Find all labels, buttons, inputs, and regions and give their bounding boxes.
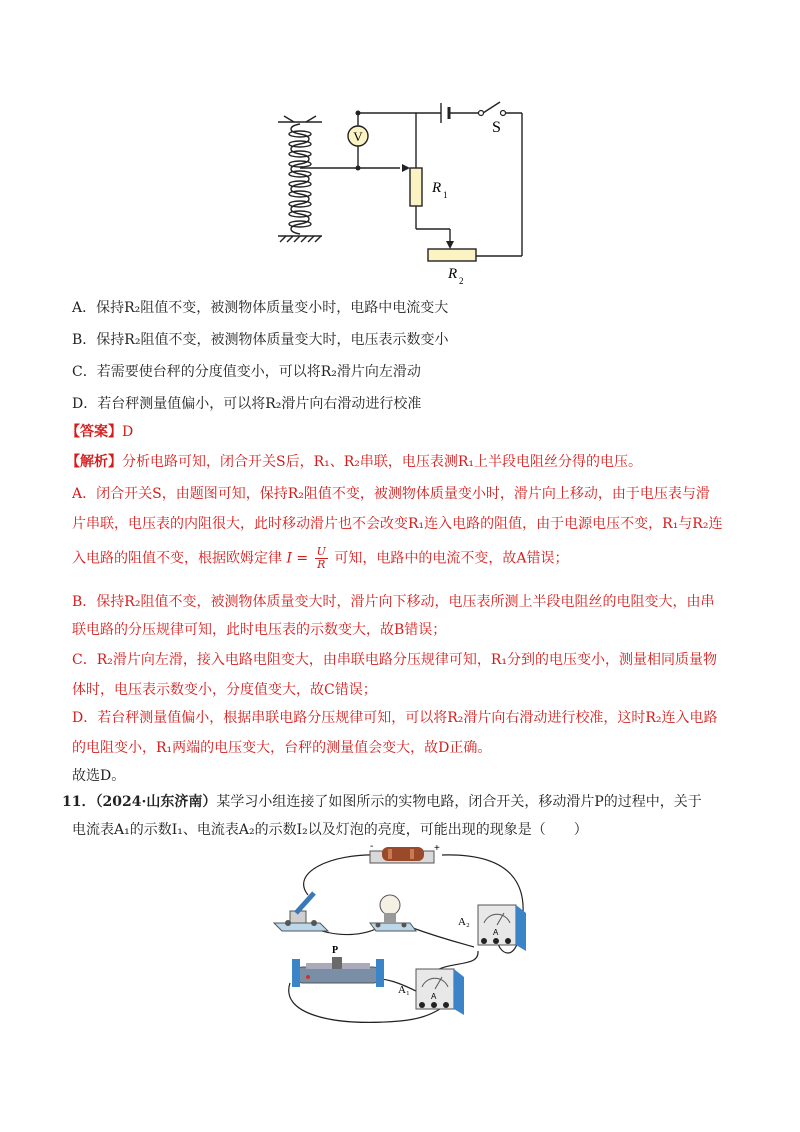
answer-tag: 【答案】: [66, 424, 122, 440]
wire: [304, 855, 380, 895]
ammeter-a2-icon: [478, 905, 526, 951]
battery-minus: -: [370, 843, 374, 852]
r2-label: R: [448, 266, 458, 282]
physical-circuit-diagram: [270, 843, 530, 1027]
analysis-d-line1: D．若台秤测量值偏小，根据串联电路分压规律可知，可以将R₂滑片向右滑动进行校准，这时R₂连入电路: [72, 710, 718, 726]
option-a: A．保持R₂阻值不变，被测物体质量变小时，电路中电流变大: [72, 300, 449, 316]
option-d: D．若台秤测量值偏小，可以将R₂滑片向右滑动进行校准: [72, 396, 422, 412]
r2-slider-arrow: [446, 241, 454, 249]
ammeter-a1-label: A₁: [398, 984, 410, 996]
analysis-c-line2: 体时，电压表示数变小，分度值变大，故C错误；: [72, 682, 377, 698]
analysis-tag: 【解析】: [66, 454, 122, 470]
slider-p: [332, 957, 342, 969]
ohms-law-lhs: I =: [286, 550, 309, 567]
option-c: C．若需要使台秤的分度值变小，可以将R₂滑片向左滑动: [72, 364, 421, 380]
question-11-line1: 11．（2024·山东济南）某学习小组连接了如图所示的实物电路，闭合开关，移动滑片P的过程中，关于: [62, 794, 702, 810]
battery-plus: +: [434, 843, 440, 854]
switch-arm: [483, 102, 500, 113]
analysis-intro-line: [66, 452, 642, 472]
slider-label-p: P: [332, 945, 339, 956]
ammeter-a1-icon: [416, 969, 464, 1015]
bulb-icon: [370, 895, 416, 931]
svg-text:A: A: [431, 992, 437, 1001]
switch-label: S: [492, 119, 501, 136]
r2-resistor: [428, 249, 476, 261]
rheostat-icon: [292, 957, 384, 987]
r1-slider-arrow: [402, 164, 410, 172]
svg-text:2: 2: [459, 276, 464, 286]
voltmeter-label: V: [353, 129, 363, 144]
analysis-c-line1: C．R₂滑片向左滑，接入电路电阻变大，由串联电路分压规律可知，R₁分到的电压变小，测量相同质量物: [72, 652, 718, 668]
svg-text:1: 1: [443, 190, 448, 200]
analysis-a-line3: 入电路的阻值不变，根据欧姆定律 I = $\frac{U}{R}$ 可知，电路中的电流不变，故A错误；: [72, 545, 569, 571]
analysis-b-line2: 联电路的分压规律可知，此时电压表的示数变大，故B错误；: [72, 622, 447, 638]
answer-line: [66, 422, 133, 442]
answer-value: D: [122, 424, 134, 440]
option-b: B．保持R₂阻值不变，被测物体质量变大时，电压表示数变小: [72, 332, 449, 348]
analysis-a-line2: 片串联，电压表的内阻很大，此时移动滑片也不会改变R₁连入电路的阻值，由于电源电压不变，R₁与R₂连: [72, 516, 723, 532]
ohms-law-fraction: $\frac{U}{R}$: [316, 545, 326, 571]
switch-icon: [274, 893, 328, 931]
question-source: （2024·山东济南）: [95, 794, 217, 810]
question-number: 11．: [62, 794, 96, 810]
question-11-line2: 电流表A₁的示数I₁、电流表A₂的示数I₂以及灯泡的亮度，可能出现的现象是（ ）: [72, 822, 588, 838]
analysis-d-line2: 的电阻变小，R₁两端的电压变大，台秤的测量值会变大，故D正确。: [72, 740, 492, 756]
battery-icon: [370, 847, 434, 863]
conclusion: 故选D。: [72, 768, 126, 784]
r1-resistor: [410, 168, 422, 206]
ammeter-a2-label: A₂: [458, 916, 470, 928]
analysis-intro: 分析电路可知，闭合开关S后，R₁、R₂串联，电压表测R₁上半段电阻丝分得的电压。: [122, 454, 643, 470]
analysis-a-line1: A．闭合开关S，由题图可知，保持R₂阻值不变，被测物体质量变小时，滑片向上移动，由于电压表与滑: [72, 486, 710, 502]
circuit-diagram: [260, 88, 540, 288]
svg-text:A: A: [493, 928, 499, 937]
analysis-b-line1: B．保持R₂阻值不变，被测物体质量变大时，滑片向下移动，电压表所测上半段电阻丝的电阻变大，由串: [72, 594, 715, 610]
r1-label: R: [432, 180, 442, 196]
